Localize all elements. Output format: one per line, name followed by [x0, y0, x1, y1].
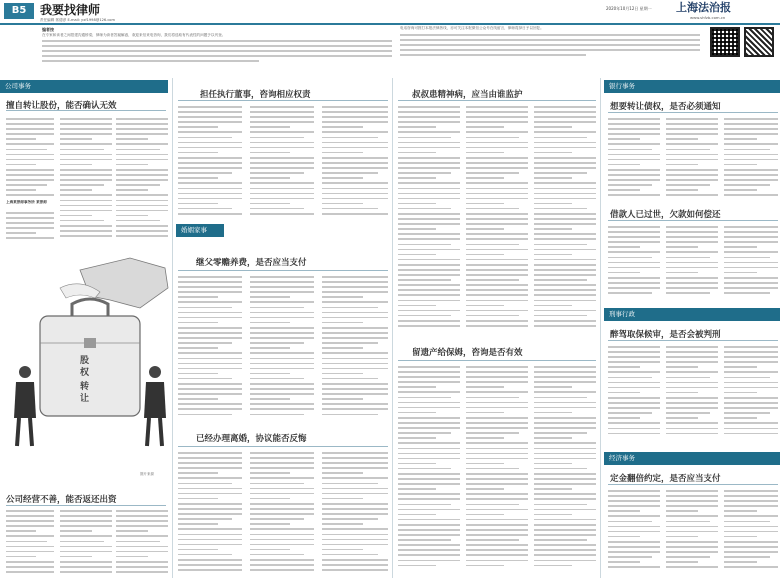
notice-text-right: 电话咨询可拨打本报法律热线，亦可关注本报微信公众号在线留言，律师将择日予以回复。 [400, 26, 544, 30]
section-economy: 经济事务 [604, 452, 780, 465]
article-4-rule [608, 112, 778, 113]
notice-lead: 编者按 [42, 27, 54, 32]
section-bank: 银行事务 [604, 80, 780, 93]
briefcase-text-4: 让 [80, 394, 90, 404]
article-10-col-3 [116, 510, 168, 574]
article-10-col-1 [6, 510, 54, 574]
qr-code[interactable] [710, 27, 740, 57]
equity-transfer-illustration [0, 248, 170, 483]
article-1-rule [6, 110, 166, 111]
article-6-col-3 [322, 276, 388, 416]
article-3-title: 叔叔患精神病，应当由谁监护 [412, 90, 523, 100]
businessman-left-icon [14, 366, 36, 446]
article-2-title: 担任执行董事，咨询相应权责 [200, 90, 311, 100]
article-4-col-2 [666, 118, 718, 200]
article-5-col-1 [608, 226, 660, 300]
article-8-col-1 [398, 366, 460, 574]
article-5-title: 借款人已过世，欠款如何偿还 [610, 210, 721, 220]
article-8-col-3 [534, 366, 596, 574]
section-company: 公司事务 [0, 80, 168, 93]
article-9-title: 已经办理离婚，协议能否反悔 [196, 434, 307, 444]
article-8-title: 留遗产给保姆，咨询是否有效 [412, 348, 523, 358]
article-10-col-2 [60, 510, 112, 574]
article-9-col-1 [178, 452, 242, 574]
article-1-byline: 上海某律师事务所 某律师 [6, 200, 47, 204]
masthead-rule [0, 23, 780, 25]
article-7-col-3 [724, 346, 778, 442]
article-10-title: 公司经营不善，能否返还出资 [6, 495, 117, 505]
article-7-col-2 [666, 346, 718, 442]
article-3-col-2 [466, 106, 528, 328]
paper-name-logo: 上海法治报 [676, 1, 731, 14]
article-3-col-1 [398, 106, 460, 328]
article-11-col-1 [608, 490, 660, 574]
column-title: 我要找律师 [40, 3, 101, 17]
briefcase-icon [40, 316, 140, 416]
article-10-rule [6, 505, 166, 506]
notice-text-left: 在专家和读者之间搭建沟通桥梁，律师为读者答疑解惑，欢迎来信来电咨询，我们将选取有代表性的问题予以刊登。 [42, 33, 226, 37]
article-1-col-1 [6, 118, 54, 198]
article-5-rule [608, 220, 778, 221]
article-9-rule [178, 446, 388, 447]
column-divider-3 [600, 78, 601, 578]
article-7-col-1 [608, 346, 660, 442]
briefcase-text-3: 转 [80, 382, 90, 392]
article-7-title: 醉驾取保候审，是否会被判刑 [610, 330, 721, 340]
article-3-rule [398, 100, 596, 101]
briefcase-text-1: 股 [80, 356, 90, 366]
section-criminal: 刑事行政 [604, 308, 780, 321]
article-6-col-1 [178, 276, 242, 416]
section-contract: 婚姻家事 [176, 224, 224, 237]
article-6-rule [178, 270, 388, 271]
notice-lines-left [42, 40, 392, 66]
article-9-col-2 [250, 452, 314, 574]
column-divider-2 [392, 78, 393, 578]
article-2-col-1 [178, 106, 242, 218]
illustration-credit: 图片来源 [140, 472, 154, 476]
article-11-rule [608, 484, 778, 485]
editor-meta: 责任编辑 郭德淳 E-mail: yxf1998@126.com [40, 18, 115, 22]
article-2-col-3 [322, 106, 388, 218]
briefcase-text-2: 权 [80, 368, 90, 378]
section-code-badge: B5 [4, 3, 34, 19]
article-11-col-2 [666, 490, 718, 574]
article-11-title: 定金翻倍约定，是否应当支付 [610, 474, 721, 484]
article-2-col-2 [250, 106, 314, 218]
article-9-col-3 [322, 452, 388, 574]
article-1-col-1b [6, 212, 54, 242]
article-11-col-3 [724, 490, 778, 574]
article-8-col-2 [466, 366, 528, 574]
article-1-title: 擅自转让股份，能否确认无效 [6, 101, 117, 111]
article-2-rule [178, 100, 388, 101]
article-4-col-1 [608, 118, 660, 200]
businessman-right-icon [144, 366, 166, 446]
paper-url: www.shfzb.com.cn [690, 15, 726, 20]
article-1-col-3 [116, 118, 168, 243]
article-1-col-2 [60, 118, 112, 243]
article-5-col-3 [724, 226, 778, 300]
article-6-col-2 [250, 276, 314, 416]
date-line: 2020年10月12日 星期一 [606, 6, 652, 11]
article-5-col-2 [666, 226, 718, 300]
article-6-title: 继父零赡养费，是否应当支付 [196, 258, 307, 268]
article-4-col-3 [724, 118, 778, 200]
article-8-rule [398, 360, 596, 361]
notice-lines-right [400, 34, 700, 62]
article-4-title: 想要转让债权，是否必须通知 [610, 102, 721, 112]
article-7-rule [608, 340, 778, 341]
qr-code-2[interactable] [744, 27, 774, 57]
column-divider-1 [172, 78, 173, 578]
article-3-col-3 [534, 106, 596, 328]
